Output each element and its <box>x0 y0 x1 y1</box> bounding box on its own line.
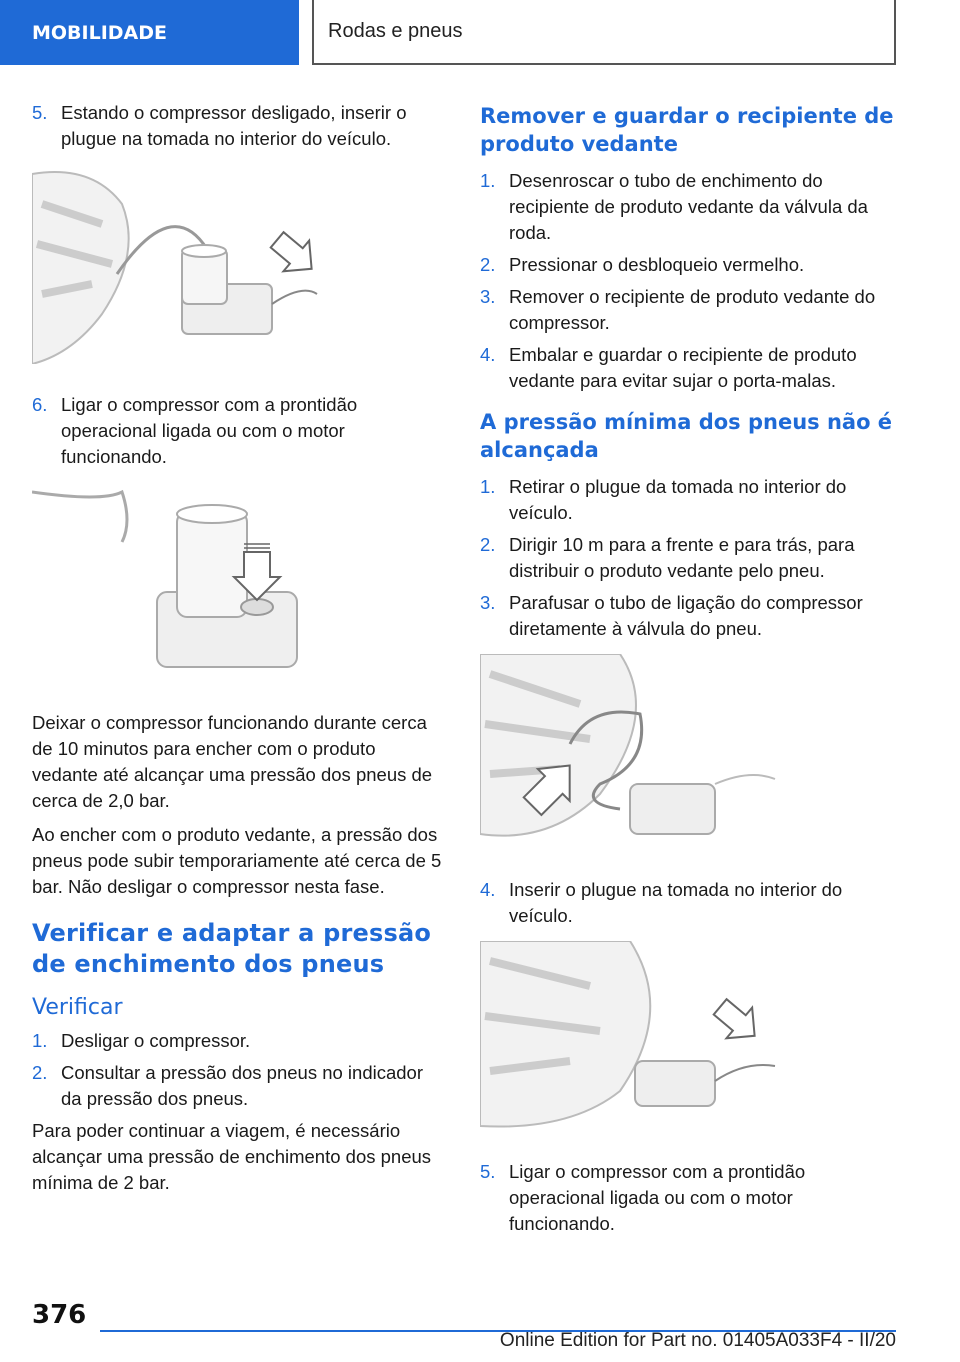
step-number: 4. <box>480 344 496 365</box>
section-heading: A pressão mínima dos pneus não é alcançada <box>480 410 893 462</box>
step-number: 1. <box>480 170 496 191</box>
paragraph: Para poder continuar a viagem, é necessário alcançar uma pressão de enchimento dos pneus mínima de 2 bar. <box>32 1120 432 1193</box>
subsection-heading: Verificar <box>32 995 123 1020</box>
step-text: Inserir o plugue na tomada no interior do veículo. <box>509 879 843 926</box>
edition-info: Online Edition for Part no. 01405A033F4 - II/20 <box>499 1330 896 1351</box>
step-item <box>480 590 896 642</box>
step-item <box>480 252 896 278</box>
chapter-title-text: Rodas e pneus <box>328 20 463 42</box>
page-number: 376 <box>32 1300 87 1330</box>
step-number: 5. <box>480 1161 496 1182</box>
step-number: 2. <box>480 534 496 555</box>
step-item <box>32 392 444 470</box>
step-text: Dirigir 10 m para a frente e para trás, para distribuir o produto vedante pelo pneu. <box>509 534 855 581</box>
figure-compressor-button <box>32 482 444 682</box>
figure-compressor-valve <box>480 654 896 849</box>
step-item <box>480 532 896 584</box>
paragraph: Deixar o compressor funcionando durante cerca de 10 minutos para encher com o produto vedante até alcançar uma pressão dos pneus de cerca de 2,0 bar. <box>32 712 433 811</box>
step-text: Pressionar o desbloqueio vermelho. <box>509 254 805 275</box>
left-column <box>32 100 444 1204</box>
step-item <box>480 877 896 929</box>
paragraph: Ao encher com o produto vedante, a pressão dos pneus pode subir temporariamente até cerca de 5 bar. Não desligar o compressor nesta fase. <box>32 824 442 897</box>
step-item <box>480 284 896 336</box>
figure-compressor-plug <box>32 164 444 364</box>
step-item <box>32 1060 444 1112</box>
section-label: MOBILIDADE <box>32 21 168 44</box>
section-heading: Verificar e adaptar a pressão de enchimento dos pneus <box>32 919 432 978</box>
step-number: 6. <box>32 394 48 415</box>
section-tab <box>0 0 299 65</box>
step-number: 1. <box>32 1030 48 1051</box>
step-number: 3. <box>480 592 496 613</box>
step-text: Retirar o plugue da tomada no interior do veículo. <box>509 476 847 523</box>
step-text: Consultar a pressão dos pneus no indicador da pressão dos pneus. <box>61 1062 424 1109</box>
chapter-title <box>312 0 896 65</box>
step-number: 4. <box>480 879 496 900</box>
step-text: Estando o compressor desligado, inserir o plugue na tomada no interior do veículo. <box>61 102 407 149</box>
figure-compressor-socket <box>480 941 896 1131</box>
step-item <box>32 100 444 152</box>
step-number: 2. <box>480 254 496 275</box>
step-number: 3. <box>480 286 496 307</box>
step-number: 5. <box>32 102 48 123</box>
step-item <box>480 168 896 246</box>
step-text: Ligar o compressor com a prontidão operacional ligada ou com o motor funcionando. <box>509 1161 806 1234</box>
step-number: 2. <box>32 1062 48 1083</box>
step-text: Desenroscar o tubo de enchimento do recipiente de produto vedante da válvula da roda. <box>509 170 868 243</box>
step-text: Desligar o compressor. <box>61 1030 251 1051</box>
section-heading: Remover e guardar o recipiente de produto vedante <box>480 104 894 156</box>
right-column <box>480 100 896 1243</box>
step-text: Embalar e guardar o recipiente de produto vedante para evitar sujar o porta-malas. <box>509 344 857 391</box>
step-item <box>32 1028 444 1054</box>
step-item <box>480 342 896 394</box>
step-text: Remover o recipiente de produto vedante do compressor. <box>509 286 876 333</box>
step-item <box>480 1159 896 1237</box>
step-text: Ligar o compressor com a prontidão operacional ligada ou com o motor funcionando. <box>61 394 358 467</box>
step-text: Parafusar o tubo de ligação do compressor diretamente à válvula do pneu. <box>509 592 863 639</box>
step-number: 1. <box>480 476 496 497</box>
step-item <box>480 474 896 526</box>
